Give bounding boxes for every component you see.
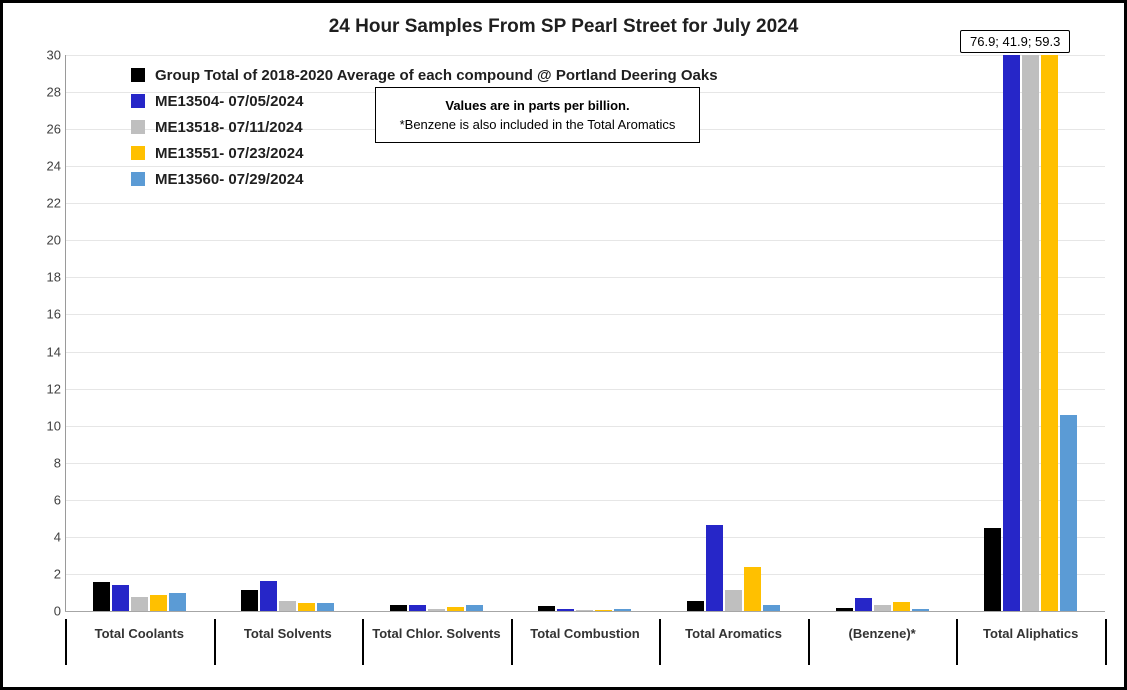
note-line-2: *Benzene is also included in the Total Aromatics: [399, 117, 676, 132]
legend-item-label: ME13551- 07/23/2024: [155, 144, 304, 162]
y-axis-tick-label: 14: [46, 344, 61, 360]
y-axis-tick-label: 22: [46, 195, 61, 211]
bar: [447, 607, 464, 611]
legend-item: [131, 169, 718, 189]
bar: [576, 610, 593, 611]
bar: [409, 605, 426, 611]
x-axis-category-label: Total Aliphatics: [983, 626, 1079, 641]
y-axis-tick-label: 4: [53, 529, 61, 545]
x-axis-category-label: Total Aromatics: [685, 626, 782, 641]
y-axis-tick-label: 18: [46, 269, 61, 285]
bar: [1022, 55, 1039, 611]
bar: [763, 605, 780, 611]
clipped-values-callout: 76.9; 41.9; 59.3: [960, 30, 1070, 53]
bar: [112, 585, 129, 611]
legend-item-label: ME13504- 07/05/2024: [155, 92, 304, 110]
bar: [466, 605, 483, 611]
bar: [390, 605, 407, 611]
bar: [614, 609, 631, 611]
bar: [874, 605, 891, 611]
note-line-1: Values are in parts per billion.: [445, 98, 630, 113]
bar-group: [956, 55, 1105, 611]
bar: [1003, 55, 1020, 611]
bar: [93, 582, 110, 611]
y-axis-tick-label: 20: [46, 232, 61, 248]
bar-group: [808, 55, 957, 611]
y-axis-tick-label: 8: [53, 455, 61, 471]
bar: [169, 593, 186, 611]
legend-item-label: Group Total of 2018-2020 Average of each compound @ Portland Deering Oaks: [155, 66, 718, 84]
legend-swatch-icon: [131, 146, 145, 160]
y-axis-tick-label: 0: [53, 603, 61, 619]
bar: [836, 608, 853, 611]
bar: [317, 603, 334, 611]
bar: [1041, 55, 1058, 611]
y-axis-tick-label: 6: [53, 492, 61, 508]
bar: [912, 609, 929, 611]
note-box: [375, 87, 700, 143]
bar: [538, 606, 555, 611]
x-axis-group-separator: [1105, 619, 1107, 665]
bar: [893, 602, 910, 611]
bar: [131, 597, 148, 611]
bar: [241, 590, 258, 611]
y-axis-tick-label: 10: [46, 418, 61, 434]
x-axis-category-label: (Benzene)*: [848, 626, 916, 641]
bar: [1060, 415, 1077, 611]
bar-group-bars: [808, 55, 957, 611]
legend-swatch-icon: [131, 172, 145, 186]
y-axis-tick-label: 30: [46, 47, 61, 63]
x-axis-category-label: Total Solvents: [243, 626, 332, 641]
bar: [150, 595, 167, 611]
bar: [557, 609, 574, 611]
y-axis-tick-label: 12: [46, 381, 61, 397]
bar: [298, 603, 315, 611]
y-axis-tick-label: 24: [46, 158, 61, 174]
legend-item-label: ME13518- 07/11/2024: [155, 118, 303, 136]
legend-swatch-icon: [131, 120, 145, 134]
y-axis-tick-label: 26: [46, 121, 61, 137]
bar-group-bars: [956, 55, 1105, 611]
bar: [260, 581, 277, 611]
legend-item-label: ME13560- 07/29/2024: [155, 170, 304, 188]
bar: [428, 609, 445, 611]
bar: [725, 590, 742, 611]
chart-title: 24 Hour Samples From SP Pearl Street for July 2024: [328, 16, 799, 37]
legend-swatch-icon: [131, 68, 145, 82]
bar: [744, 567, 761, 611]
x-axis-category-label: Total Combustion: [530, 626, 640, 641]
y-axis-tick-label: 2: [53, 566, 61, 582]
x-axis-category-label: Total Chlor. Solvents: [372, 626, 501, 641]
legend-swatch-icon: [131, 94, 145, 108]
x-axis-category-label: Total Coolants: [94, 626, 184, 641]
bar: [855, 598, 872, 611]
bar: [279, 601, 296, 611]
bar: [595, 610, 612, 611]
gridline: [65, 611, 1105, 612]
bar: [984, 528, 1001, 611]
x-axis-group-separator: [65, 619, 67, 665]
bar: [687, 601, 704, 611]
legend-item: [131, 65, 718, 85]
bar: [706, 525, 723, 611]
y-axis-tick-label: 16: [46, 306, 61, 322]
legend-item: [131, 143, 718, 163]
y-axis-tick-label: 28: [46, 84, 61, 100]
